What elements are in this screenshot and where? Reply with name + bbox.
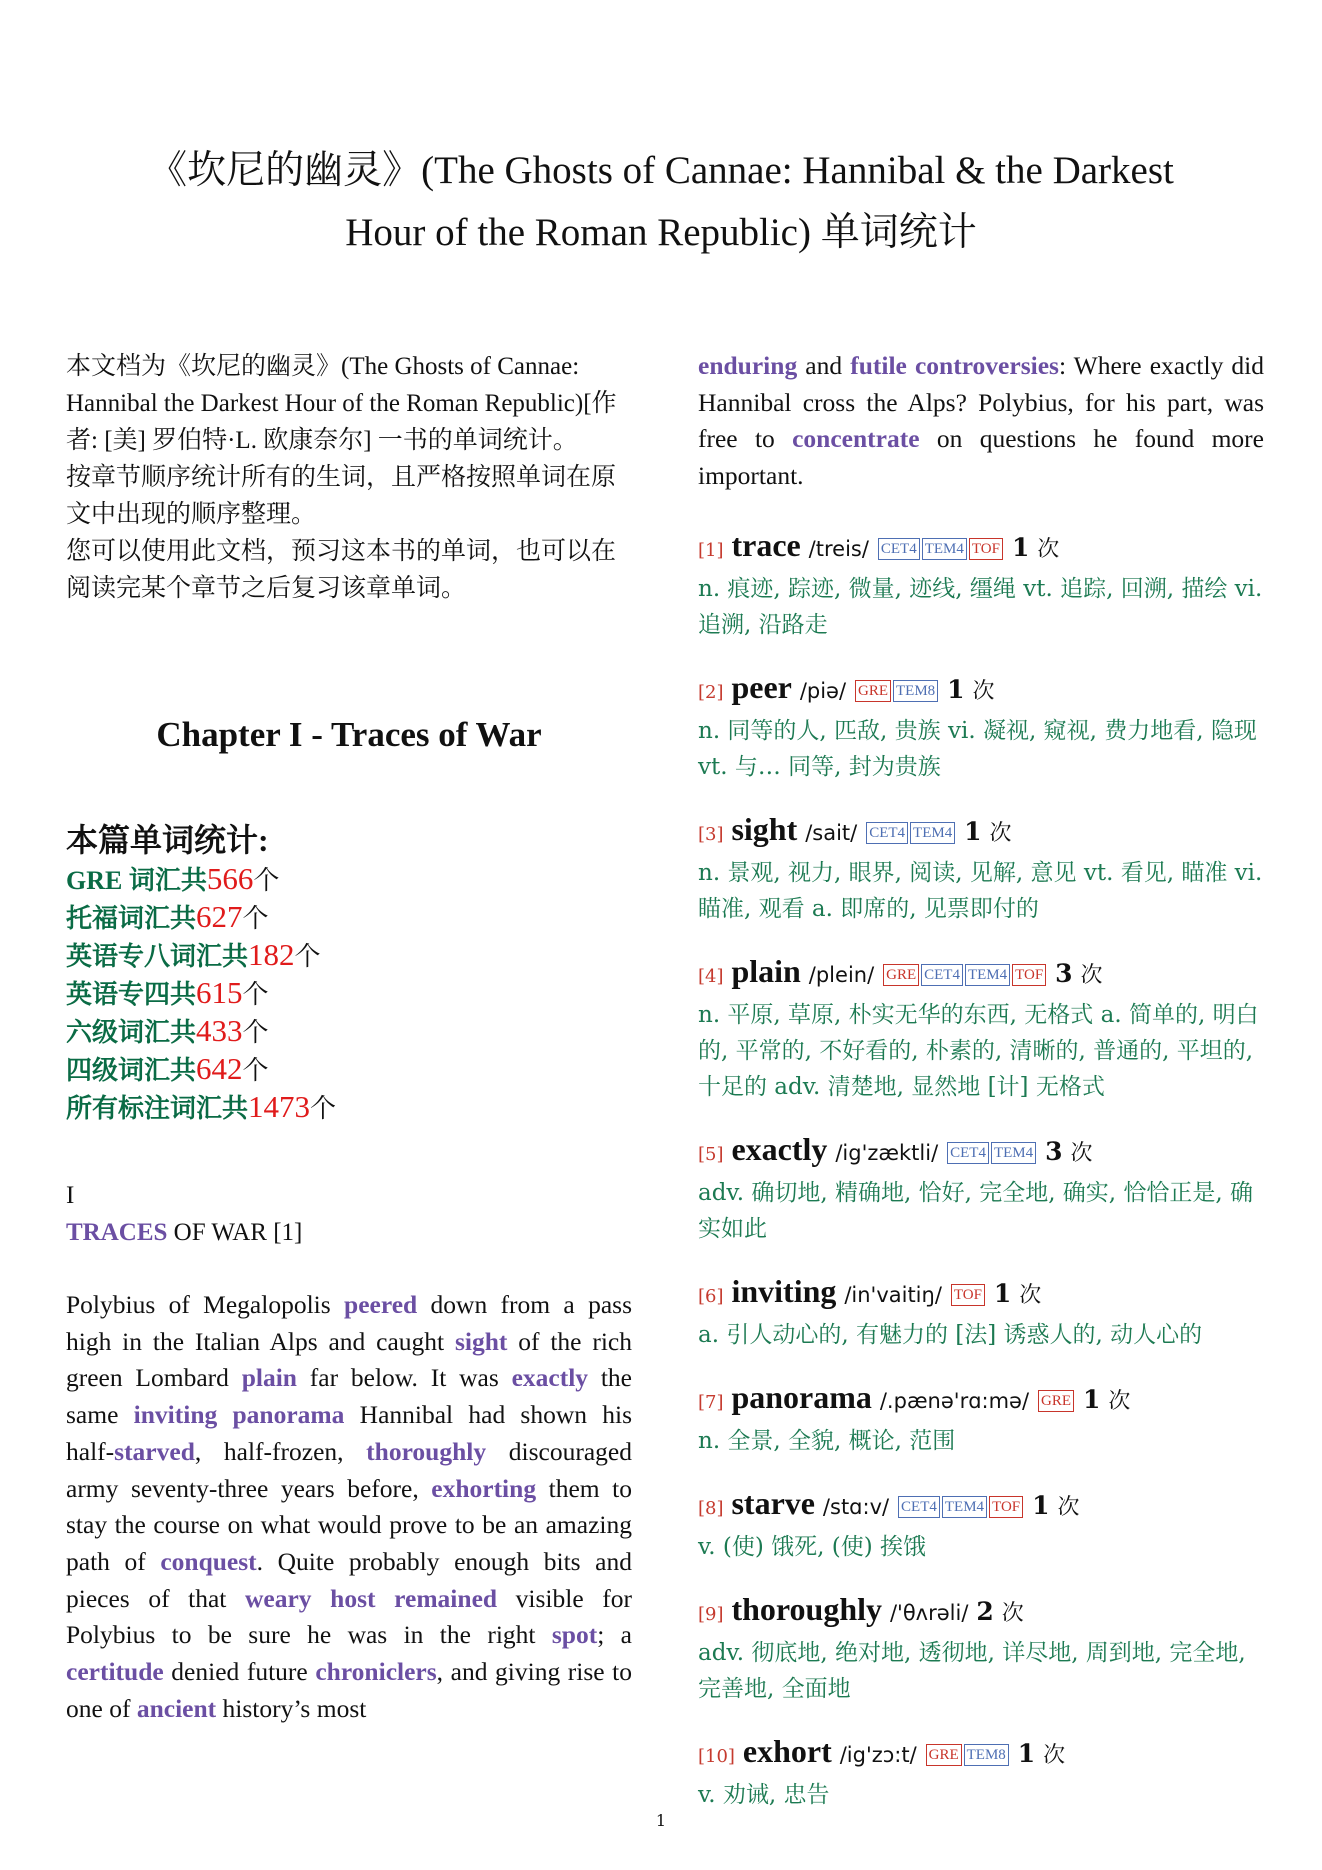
stat-label: 英语专八词汇共 bbox=[66, 942, 249, 971]
highlighted-word[interactable]: inviting bbox=[133, 1400, 218, 1430]
text-run: history’s most bbox=[216, 1693, 367, 1723]
highlighted-word[interactable]: remained bbox=[394, 1583, 498, 1613]
left-column bbox=[66, 348, 632, 1727]
entry-index: [6] bbox=[698, 1285, 724, 1307]
occurrence-unit: 次 bbox=[1070, 1140, 1093, 1166]
entry-definition: n. 景观, 视力, 眼界, 阅读, 见解, 意见 vt. 看见, 瞄准 vi. 瞄准, 观看 a. 即席的, 见票即付的 bbox=[698, 859, 1263, 922]
text-run bbox=[312, 1584, 331, 1613]
vocab-entry-head bbox=[698, 809, 1264, 855]
entry-phonetic: /sait/ bbox=[805, 820, 858, 845]
entry-phonetic: /.pænə'rɑ:mə/ bbox=[879, 1388, 1030, 1413]
entry-index: [2] bbox=[698, 681, 724, 703]
page-number: 1 bbox=[655, 1811, 667, 1830]
intro-paragraph: 按章节顺序统计所有的生词，且严格按照单词在原文中出现的顺序整理。 bbox=[66, 464, 617, 528]
highlighted-word[interactable]: peered bbox=[344, 1290, 418, 1319]
intro bbox=[66, 348, 632, 607]
stat-row bbox=[66, 937, 632, 975]
highlighted-word[interactable]: certitude bbox=[66, 1657, 164, 1687]
stat-label: 托福词汇共 bbox=[66, 904, 197, 933]
exam-tag-badge: TEM4 bbox=[910, 822, 955, 844]
exam-tag-badge: CET4 bbox=[898, 1496, 940, 1518]
occurrence-count: 1 bbox=[993, 1278, 1012, 1308]
entry-index: [10] bbox=[698, 1745, 735, 1767]
stat-label: GRE 词汇共 bbox=[66, 866, 207, 895]
occurrence-count: 3 bbox=[1045, 1136, 1063, 1166]
stat-row bbox=[66, 861, 632, 899]
occurrence-count: 1 bbox=[964, 816, 982, 846]
entry-phonetic: /treis/ bbox=[808, 536, 869, 561]
vocab-entry-head bbox=[698, 1271, 1264, 1317]
highlighted-word[interactable]: thoroughly bbox=[366, 1436, 487, 1466]
entry-index: [7] bbox=[698, 1391, 724, 1413]
stat-count: 615 bbox=[196, 975, 243, 1010]
entry-word[interactable]: inviting bbox=[731, 1272, 837, 1309]
text-run: discouraged army seventy-three years before, bbox=[66, 1436, 632, 1503]
entry-word[interactable]: thoroughly bbox=[731, 1590, 883, 1627]
entry-definition: n. 全景, 全貌, 概论, 范围 bbox=[698, 1427, 956, 1454]
right-column bbox=[698, 348, 1264, 1837]
exam-tag-badge: CET4 bbox=[866, 822, 908, 844]
highlighted-word[interactable]: conquest bbox=[160, 1546, 257, 1576]
highlighted-word[interactable]: panorama bbox=[232, 1400, 345, 1430]
stat-label: 所有标注词汇共 bbox=[66, 1094, 249, 1123]
stats-list bbox=[66, 861, 632, 1127]
stat-count: 627 bbox=[196, 899, 243, 934]
occurrence-count: 2 bbox=[976, 1596, 994, 1626]
highlighted-word[interactable]: starved bbox=[114, 1436, 195, 1466]
stat-unit: 个 bbox=[242, 904, 269, 933]
stat-unit: 个 bbox=[242, 1056, 269, 1085]
entry-word[interactable]: starve bbox=[731, 1484, 815, 1521]
body-paragraph-continued bbox=[698, 348, 1264, 495]
text-run: far below. It was bbox=[297, 1363, 512, 1393]
text-run: of the rich green Lombard bbox=[66, 1326, 632, 1393]
vocab-entry-head bbox=[698, 1377, 1264, 1423]
exam-tag-badge: GRE bbox=[883, 964, 919, 986]
occurrence-unit: 次 bbox=[989, 820, 1012, 846]
stat-unit: 个 bbox=[253, 866, 280, 895]
vocab-entry bbox=[698, 1377, 1264, 1459]
highlighted-word[interactable]: spot bbox=[551, 1620, 598, 1650]
stat-unit: 个 bbox=[242, 1018, 269, 1047]
section-heading-rest: OF WAR [1] bbox=[167, 1219, 303, 1246]
occurrence-count: 1 bbox=[947, 674, 965, 704]
occurrence-count: 1 bbox=[1082, 1384, 1101, 1414]
text-run: : Where exactly did Hannibal cross the Alps? Polybius, for his part, was free to bbox=[698, 351, 1264, 454]
text-run bbox=[907, 351, 915, 380]
exam-tag-badge: GRE bbox=[1038, 1390, 1074, 1412]
stat-row bbox=[66, 899, 632, 937]
vocab-entry-head bbox=[698, 667, 1264, 713]
stat-unit: 个 bbox=[294, 942, 321, 971]
occurrence-count: 1 bbox=[1032, 1490, 1050, 1520]
entry-index: [4] bbox=[698, 965, 724, 987]
exam-tag-badge: GRE bbox=[926, 1744, 962, 1766]
highlighted-word[interactable]: TRACES bbox=[66, 1219, 168, 1246]
text-run: ; a bbox=[597, 1620, 632, 1650]
vocab-entry-head bbox=[698, 525, 1264, 571]
page-title bbox=[60, 140, 1262, 264]
highlighted-word[interactable]: exactly bbox=[511, 1363, 589, 1393]
stat-count: 433 bbox=[196, 1013, 243, 1048]
entry-definition: v. (使) 饿死, (使) 挨饿 bbox=[698, 1533, 927, 1560]
vocab-entry-head bbox=[698, 1129, 1264, 1175]
text-run: down from a pass high in the Italian Alps and caught bbox=[66, 1290, 633, 1356]
vocab-entry bbox=[698, 1731, 1264, 1813]
occurrence-count: 3 bbox=[1055, 958, 1073, 988]
entry-definition: adv. 确切地, 精确地, 恰好, 完全地, 确实, 恰恰正是, 确实如此 bbox=[698, 1179, 1254, 1242]
title-line-2: Hour of the Roman Republic) 单词统计 bbox=[345, 211, 977, 254]
text-run: Polybius of Megalopolis bbox=[66, 1290, 345, 1319]
entry-word[interactable]: exhort bbox=[742, 1732, 832, 1769]
entry-phonetic: /in'vaitiŋ/ bbox=[844, 1282, 942, 1307]
text-run: , and giving rise to one of bbox=[66, 1657, 633, 1723]
chapter-numeral: I bbox=[66, 1182, 75, 1209]
vocab-entry bbox=[698, 1129, 1264, 1247]
highlighted-word[interactable]: ancient bbox=[136, 1693, 217, 1723]
exam-tag-badge: TEM4 bbox=[965, 964, 1010, 986]
entry-phonetic: /ig'zɔ:t/ bbox=[839, 1742, 917, 1767]
text-run bbox=[376, 1584, 395, 1613]
entry-definition: n. 平原, 草原, 朴实无华的东西, 无格式 a. 简单的, 明白的, 平常的, 不好看的, 朴素的, 清晰的, 普通的, 平坦的, 十足的 adv. 清楚地, 显然地 [计] 无格式 bbox=[698, 1001, 1259, 1100]
text-run bbox=[217, 1400, 232, 1429]
highlighted-word[interactable]: exhorting bbox=[431, 1473, 537, 1503]
exam-tag-badge: TOF bbox=[1012, 964, 1046, 986]
exam-tag-badge: GRE bbox=[855, 680, 891, 702]
exam-tag-badge: TOF bbox=[989, 1496, 1023, 1518]
vocab-entry-head bbox=[698, 951, 1264, 997]
occurrence-unit: 次 bbox=[1057, 1494, 1080, 1520]
entry-word[interactable]: panorama bbox=[731, 1378, 872, 1415]
entry-word[interactable]: exactly bbox=[731, 1130, 828, 1167]
occurrence-unit: 次 bbox=[1037, 536, 1060, 562]
entry-index: [1] bbox=[698, 539, 724, 561]
exam-tag-badge: CET4 bbox=[947, 1142, 989, 1164]
text-run: them to stay the course on what would prove to be an amazing path of bbox=[66, 1473, 632, 1576]
stat-row bbox=[66, 975, 632, 1013]
text-run: visible for Polybius to be sure he was in the right bbox=[66, 1583, 633, 1650]
stat-label: 六级词汇共 bbox=[66, 1018, 197, 1047]
stat-row bbox=[66, 1013, 632, 1051]
vocab-entry bbox=[698, 951, 1264, 1105]
occurrence-unit: 次 bbox=[972, 678, 995, 704]
stat-label: 英语专四共 bbox=[66, 980, 197, 1009]
text-run: the same bbox=[66, 1363, 632, 1430]
stats-heading: 本篇单词统计: bbox=[66, 822, 269, 858]
exam-tag-badge: TOF bbox=[969, 538, 1003, 560]
entry-definition: adv. 彻底地, 绝对地, 透彻地, 详尽地, 周到地, 完全地, 完善地, 全面地 bbox=[698, 1639, 1246, 1702]
occurrence-count: 1 bbox=[1017, 1738, 1036, 1768]
text-run: denied future bbox=[163, 1657, 316, 1687]
exam-tag-badge: TOF bbox=[951, 1284, 985, 1306]
highlighted-word[interactable]: plain bbox=[241, 1363, 297, 1393]
occurrence-unit: 次 bbox=[1001, 1600, 1024, 1626]
text-run: Hannibal had shown his half- bbox=[66, 1400, 633, 1466]
vocab-entry bbox=[698, 525, 1264, 643]
vocab-entry bbox=[698, 809, 1264, 927]
entry-index: [9] bbox=[698, 1603, 724, 1625]
highlighted-word[interactable]: sight bbox=[454, 1326, 508, 1356]
highlighted-word[interactable]: futile bbox=[850, 351, 907, 380]
occurrence-unit: 次 bbox=[1043, 1742, 1066, 1768]
exam-tag-badge: TEM4 bbox=[942, 1496, 987, 1518]
text-run: . Quite probably enough bits and pieces of that bbox=[66, 1546, 632, 1613]
text-run: , half-frozen, bbox=[194, 1436, 367, 1466]
entry-phonetic: /stɑ:v/ bbox=[822, 1494, 890, 1519]
chapter-title: Chapter I - Traces of War bbox=[156, 715, 542, 754]
exam-tag-badge: TEM8 bbox=[964, 1744, 1009, 1766]
highlighted-word[interactable]: concentrate bbox=[792, 424, 920, 454]
exam-tag-badge: TEM4 bbox=[922, 538, 967, 560]
entry-index: [3] bbox=[698, 823, 724, 845]
intro-paragraph: 您可以使用此文档，预习这本书的单词，也可以在阅读完某个章节之后复习该章单词。 bbox=[66, 538, 617, 602]
exam-tag-badge: TEM4 bbox=[991, 1142, 1036, 1164]
stat-count: 642 bbox=[196, 1051, 243, 1086]
entry-phonetic: /plein/ bbox=[808, 962, 875, 987]
entry-phonetic: /'θʌrəli/ bbox=[889, 1600, 969, 1625]
vocab-entry bbox=[698, 1271, 1264, 1353]
entry-definition: n. 痕迹, 踪迹, 微量, 迹线, 缰绳 vt. 追踪, 回溯, 描绘 vi. 追溯, 沿路走 bbox=[698, 575, 1263, 638]
section-heading bbox=[66, 1214, 632, 1251]
stat-count: 1473 bbox=[248, 1089, 311, 1124]
vocab-entry-head bbox=[698, 1731, 1264, 1777]
exam-tag-badge: CET4 bbox=[878, 538, 920, 560]
stat-count: 182 bbox=[248, 937, 295, 972]
stat-row bbox=[66, 1051, 632, 1089]
highlighted-word[interactable]: host bbox=[330, 1583, 376, 1613]
text-run: and bbox=[797, 351, 851, 380]
highlighted-word[interactable]: controversies bbox=[914, 351, 1059, 380]
entry-word[interactable]: sight bbox=[731, 810, 798, 847]
entry-phonetic: /ig'zæktli/ bbox=[835, 1140, 939, 1165]
entry-word[interactable]: peer bbox=[731, 668, 792, 705]
intro-paragraph: 本文档为《坎尼的幽灵》(The Ghosts of Cannae: Hannibal the Darkest Hour of the Roman Republic)[作者: [美] 罗伯特·L. 欧康奈尔] 一书的单词统计。 bbox=[66, 353, 617, 454]
entry-word[interactable]: trace bbox=[731, 526, 801, 563]
stat-row bbox=[66, 1089, 632, 1127]
occurrence-count: 1 bbox=[1011, 532, 1030, 562]
stat-unit: 个 bbox=[310, 1094, 337, 1123]
exam-tag-badge: TEM8 bbox=[893, 680, 938, 702]
vocab-entry-head bbox=[698, 1589, 1264, 1635]
highlighted-word[interactable]: chroniclers bbox=[315, 1657, 437, 1687]
vocab-entry bbox=[698, 1589, 1264, 1707]
stat-label: 四级词汇共 bbox=[66, 1056, 197, 1085]
occurrence-unit: 次 bbox=[1019, 1282, 1042, 1308]
occurrence-unit: 次 bbox=[1108, 1388, 1131, 1414]
entry-definition: n. 同等的人, 匹敌, 贵族 vi. 凝视, 窥视, 费力地看, 隐现 vt. 与… 同等, 封为贵族 bbox=[698, 717, 1257, 780]
highlighted-word[interactable]: enduring bbox=[698, 351, 798, 380]
entry-index: [5] bbox=[698, 1143, 724, 1165]
vocab-list bbox=[698, 525, 1264, 1813]
occurrence-unit: 次 bbox=[1080, 962, 1103, 988]
entry-definition: v. 劝诫, 忠告 bbox=[698, 1781, 830, 1808]
title-line-1: 《坎尼的幽灵》(The Ghosts of Cannae: Hannibal & the Darkest bbox=[148, 149, 1174, 192]
body-paragraph bbox=[66, 1287, 632, 1727]
stat-unit: 个 bbox=[242, 980, 269, 1009]
vocab-entry bbox=[698, 667, 1264, 785]
text-run: on questions he found more important. bbox=[698, 424, 1264, 491]
vocab-entry-head bbox=[698, 1483, 1264, 1529]
entry-word[interactable]: plain bbox=[731, 952, 801, 989]
exam-tag-badge: CET4 bbox=[921, 964, 963, 986]
entry-phonetic: /piə/ bbox=[799, 678, 847, 703]
vocab-entry bbox=[698, 1483, 1264, 1565]
entry-index: [8] bbox=[698, 1497, 724, 1519]
highlighted-word[interactable]: weary bbox=[245, 1583, 312, 1613]
stat-count: 566 bbox=[206, 861, 254, 896]
entry-definition: a. 引人动心的, 有魅力的 [法] 诱惑人的, 动人心的 bbox=[698, 1321, 1203, 1348]
